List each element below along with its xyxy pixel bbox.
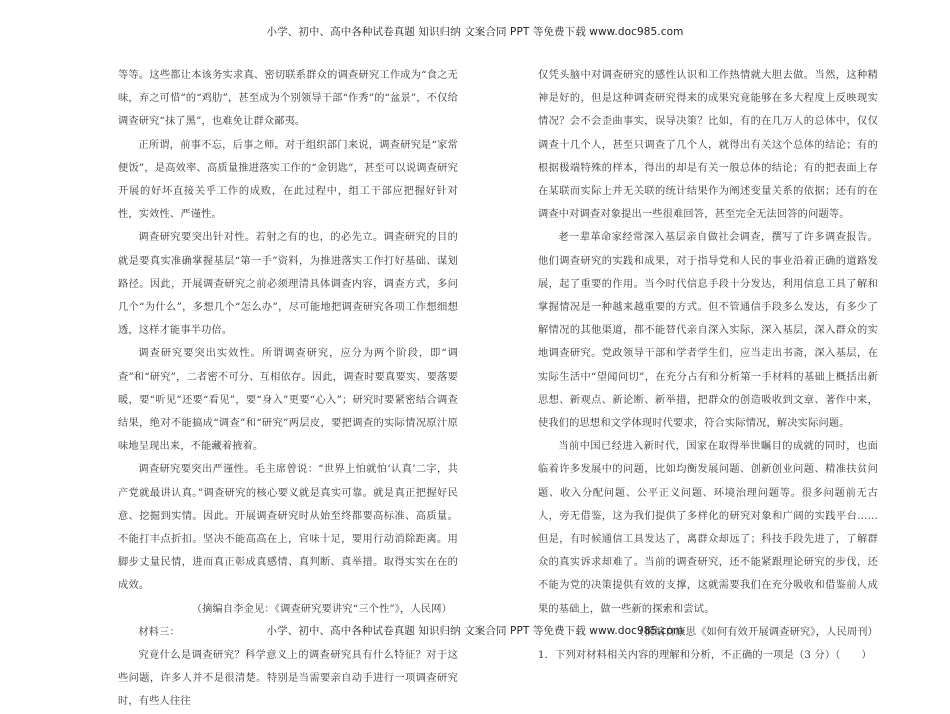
left-paragraph-1: 等等。这些都让本该务实求真、密切联系群众的调查研究工作成为“食之无味，弃之可惜”的“鸡肋”，甚至成为个别领导干部“作秀”的“盆景”，不仅给调查研究“抹了黑”，也难免让群众鄙夷。 (118, 70, 458, 128)
question-1: 1．下列对材料相关内容的理解和分析，不正确的一项是（3 分）（ ） (538, 650, 872, 662)
left-source-citation: （摘编自李金见：《调查研究要讲究“三个性”》，人民网） (191, 603, 452, 615)
right-source-citation: （摘编自康思《如何有效开展调查研究》，人民周刊） (633, 626, 878, 638)
left-paragraph-3: 调查研究要突出针对性。若射之有的也，的必先立。调查研究的目的就是要真实准确掌握基层“第一手”资料，为推进落实工作打好基础、谋划路径。因此，开展调查研究之前必须理清具体调查内容，调查方式，多问几个“为什么”，多想几个“怎么办”，尽可能地把调查研究各项工作想细想透，这样才能事半功倍。 (118, 232, 458, 337)
header-banner: 小学、初中、高中各种试卷真题 知识归纳 文案合同 PPT 等免费下载 www.doc985.com (266, 26, 684, 38)
left-paragraph-5: 调查研究要突出严谨性。毛主席曾说：“世界上怕就怕‘认真’二字，共产党就最讲认真。”调查研究的核心要义就是真实可靠。就是真正把握好民意、挖掘到实情。因此。开展调查研究时从始至终都要高标准、高质量。不能打丰点折扣。坚决不能高高在上，官味十足，要用行动消除距离。用脚步丈量民情，进而真正彰成真感情、真判断、真举措。取得实实在在的成效。 (118, 464, 458, 592)
right-paragraph-2: 老一辈革命家经常深入基层亲自做社会调查，撰写了许多调查报告。他们调查研究的实践和成果，对于指导党和人民的事业沿着正确的道路发展，起了重要的作用。当今时代信息手段十分发达，利用信息工具了解和掌握情况是一种越来越重要的方式。但不管通信手段多么发达，有多少了解情况的其他渠道，都不能替代亲自深入实际，深入基层，深入群众的实地调查研究。党政领导干部和学者学生们，应当走出书斋，深入基层，在实际生活中“望闻问切”，在充分占有和分析第一手材料的基础上概括出新思想、新观点、新论断、新举措，把群众的创造吸收到文章、著作中来，使我们的思想和文学体现时代要求，符合实际情况，解决实际问题。 (538, 232, 878, 430)
left-paragraph-6: 究竟什么是调查研究？科学意义上的调查研究具有什么特征？对于这些问题，许多人并不是很清楚。特别是当需要亲自动手进行一项调查研究时，有些人往往 (118, 650, 458, 708)
right-column (538, 64, 878, 667)
material-label: 材料三： (138, 626, 180, 638)
right-paragraph-3: 当前中国已经进入新时代，国家在取得举世瞩目的成就的同时，也面临着许多发展中的问题，比如均衡发展问题、创新创业问题、精准扶贫问题、收入分配问题、公平正义问题、环境治理问题等。很多问题前无古人，旁无借鉴，这为我们提供了多样化的研究对象和广阔的实践平台……但是，有时候通信工具发达了，离群众却远了；科技手段先进了，了解群众的真实诉求却难了。当前的调查研究，还不能紧跟理论研究的步伐，还不能为党的决策提供有效的支撑，这就需要我们在充分吸收和借鉴前人成果的基础上，做一些新的探索和尝试。 (538, 441, 878, 615)
footer-banner: 小学、初中、高中各种试卷真题 知识归纳 文案合同 PPT 等免费下载 www.doc985.com (266, 625, 684, 637)
left-paragraph-4: 调查研究要突出实效性。所谓调查研究，应分为两个阶段，即“调查”和“研究”，二者密不可分、互相依存。因此，调查时要真要实、要落要暖，要“听见”还要“看见”，要“身入”更要“心入”；研究时要紧密结合调查结果，绝对不能搞成“调查”和“研究”两层皮，要把调查的实际情况原汁原味地呈现出来，不能藏着掖着。 (118, 348, 458, 453)
left-column (118, 64, 458, 714)
right-paragraph-1: 仅凭头脑中对调查研究的感性认识和工作热情就大胆去做。当然，这种精神是好的，但是这种调查研究得来的成果究竟能够在多大程度上反映现实情况？会不会歪曲事实，误导决策？比如，有的在几万人的总体中，仅仅调查十几个人，甚至只调查了几个人，就得出有关这个总体的结论；有的根据极端特殊的样本，得出的却是有关一般总体的结论；有的把表面上存在某联而实际上并无关联的统计结果作为阐述变量关系的依据；还有的在调查中对调查对象提出一些很难回答，甚至完全无法回答的问题等。 (538, 70, 878, 221)
left-paragraph-2: 正所谓，前事不忘，后事之师。对于组织部门来说，调查研究是“家常便饭”，是高效率、高质量推进落实工作的“金钥匙”，甚至可以说调查研究开展的好坏直接关乎工作的成败，在此过程中，组工干部应把握好针对性，实效性、严谨性。 (118, 139, 458, 221)
